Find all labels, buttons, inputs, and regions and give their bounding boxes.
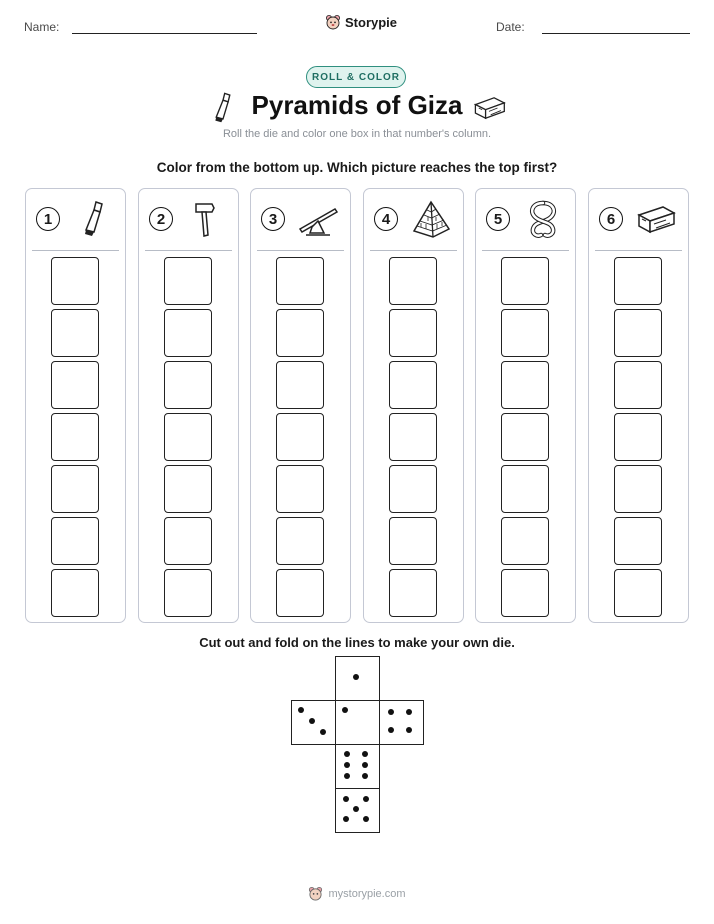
die-pip (344, 762, 350, 768)
name-label: Name: (24, 20, 60, 34)
color-box[interactable] (501, 257, 549, 305)
color-box[interactable] (51, 309, 99, 357)
die-pip (362, 762, 368, 768)
die-pip (406, 727, 412, 733)
die-pip (362, 773, 368, 779)
date-line[interactable] (542, 33, 690, 34)
column-divider (257, 250, 344, 251)
stone-block-icon (472, 94, 506, 122)
color-box[interactable] (164, 413, 212, 461)
column-4 (363, 188, 464, 623)
lever-icon (298, 199, 338, 239)
color-box[interactable] (614, 361, 662, 409)
column-number: 3 (261, 207, 285, 231)
column-5 (475, 188, 576, 623)
die-pip (353, 806, 359, 812)
die-pip (353, 674, 359, 680)
die-pip (344, 751, 350, 757)
color-box[interactable] (164, 309, 212, 357)
die-face-3 (291, 700, 336, 745)
die-pip (343, 796, 349, 802)
die-face-1 (335, 656, 380, 701)
color-box[interactable] (276, 517, 324, 565)
die-face-5 (335, 788, 380, 833)
color-box[interactable] (51, 361, 99, 409)
column-divider (32, 250, 119, 251)
bear-logo-icon (325, 14, 341, 30)
color-box[interactable] (276, 257, 324, 305)
color-box[interactable] (51, 517, 99, 565)
chisel-icon (73, 199, 113, 239)
die-pip (342, 707, 348, 713)
brand-name: Storypie (345, 14, 398, 30)
color-box[interactable] (51, 569, 99, 617)
color-box[interactable] (276, 309, 324, 357)
column-6 (588, 188, 689, 623)
die-pip (363, 796, 369, 802)
color-box[interactable] (164, 517, 212, 565)
color-box[interactable] (276, 465, 324, 513)
column-number: 2 (149, 207, 173, 231)
instructions-subtitle: Roll the die and color one box in that number's column. (222, 128, 492, 140)
color-box[interactable] (389, 569, 437, 617)
color-box[interactable] (164, 257, 212, 305)
column-3 (250, 188, 351, 623)
cutout-instruction: Cut out and fold on the lines to make your own die. (199, 635, 515, 650)
die-face-6 (335, 744, 380, 789)
column-number: 5 (486, 207, 510, 231)
die-pip (343, 816, 349, 822)
coloring-prompt: Color from the bottom up. Which picture reaches the top first? (156, 160, 558, 175)
color-box[interactable] (51, 465, 99, 513)
column-number: 1 (36, 207, 60, 231)
column-divider (370, 250, 457, 251)
color-box[interactable] (164, 569, 212, 617)
color-box[interactable] (614, 413, 662, 461)
page-title: Pyramids of Giza (251, 90, 463, 120)
color-box[interactable] (389, 413, 437, 461)
column-divider (595, 250, 682, 251)
hammer-icon (186, 199, 226, 239)
die-pip (388, 709, 394, 715)
die-pip (362, 751, 368, 757)
color-box[interactable] (276, 413, 324, 461)
name-line[interactable] (72, 33, 257, 34)
die-pip (363, 816, 369, 822)
die-face-4 (379, 700, 424, 745)
column-divider (482, 250, 569, 251)
color-box[interactable] (501, 413, 549, 461)
die-pip (406, 709, 412, 715)
color-box[interactable] (614, 569, 662, 617)
column-1 (25, 188, 126, 623)
column-number: 4 (374, 207, 398, 231)
die-pip (298, 707, 304, 713)
brand-logo (325, 14, 397, 30)
color-box[interactable] (276, 569, 324, 617)
date-label: Date: (496, 20, 525, 34)
color-box[interactable] (51, 413, 99, 461)
die-pip (320, 729, 326, 735)
color-box[interactable] (51, 257, 99, 305)
color-box[interactable] (389, 465, 437, 513)
rope-icon (523, 199, 563, 239)
color-box[interactable] (614, 517, 662, 565)
color-box[interactable] (389, 517, 437, 565)
color-box[interactable] (501, 361, 549, 409)
bear-logo-icon (308, 886, 323, 901)
color-box[interactable] (501, 309, 549, 357)
color-box[interactable] (389, 361, 437, 409)
color-box[interactable] (389, 257, 437, 305)
pyramid-icon (411, 199, 451, 239)
column-divider (145, 250, 232, 251)
color-box[interactable] (164, 361, 212, 409)
color-box[interactable] (614, 257, 662, 305)
die-pip (344, 773, 350, 779)
activity-badge: ROLL & COLOR (306, 66, 406, 88)
color-box[interactable] (501, 569, 549, 617)
footer (0, 886, 714, 901)
die-face-1b (335, 700, 380, 745)
die-pip (309, 718, 315, 724)
stone-block-icon (636, 199, 676, 239)
color-box[interactable] (389, 309, 437, 357)
die-pip (388, 727, 394, 733)
column-number: 6 (599, 207, 623, 231)
color-box[interactable] (501, 465, 549, 513)
color-box[interactable] (614, 309, 662, 357)
color-box[interactable] (501, 517, 549, 565)
color-box[interactable] (276, 361, 324, 409)
color-box[interactable] (614, 465, 662, 513)
footer-url[interactable]: mystorypie.com (328, 887, 406, 900)
column-2 (138, 188, 239, 623)
color-box[interactable] (164, 465, 212, 513)
